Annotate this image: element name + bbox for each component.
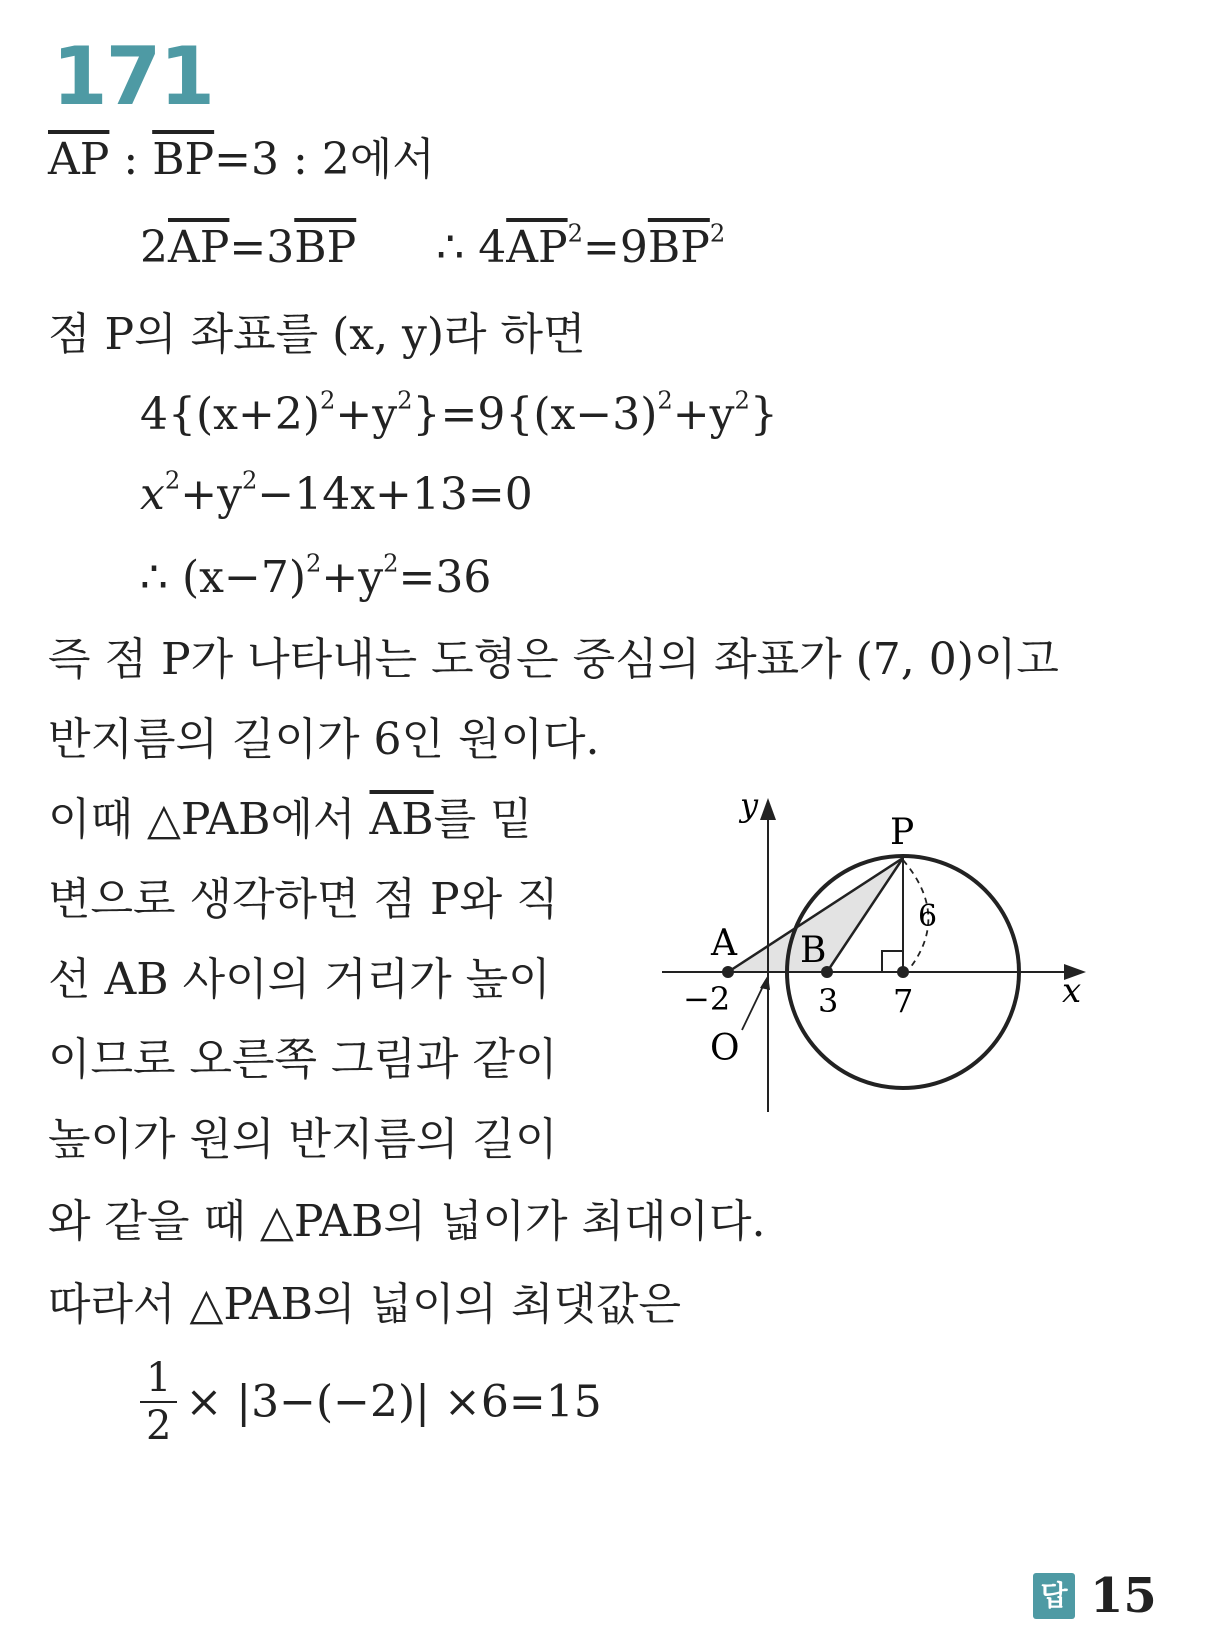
text: 를 밑 [433, 794, 533, 845]
radius-label: 6 [918, 899, 938, 934]
text-line: 변으로 생각하면 점 P와 직 [48, 874, 559, 925]
exponent: 2 [567, 219, 583, 248]
text-line: 높이가 원의 반지름의 길이 [48, 1114, 558, 1165]
point-center [897, 966, 909, 978]
segment-ab: $\overline{AB}$ [369, 794, 434, 845]
coordinate-setup: 점 P의 좌표를 (x, y)라 하면 [48, 309, 586, 360]
text-line: 이므로 오른쪽 그림과 같이 [48, 1034, 558, 1085]
text-line: 반지름의 길이가 6인 원이다. [48, 714, 600, 765]
term: −14x+13=0 [257, 469, 533, 520]
y-arrow [760, 798, 776, 820]
exponent: 2 [734, 386, 750, 415]
exponent: 2 [306, 549, 322, 578]
tick-label-a: −2 [683, 980, 731, 1018]
term: x [140, 469, 165, 520]
term: +y [180, 469, 242, 520]
term: =36 [398, 552, 492, 603]
text-line: 즉 점 P가 나타내는 도형은 중심의 좌표가 (7, 0)이고 [48, 634, 1059, 685]
term: } [749, 389, 778, 440]
colon: : [109, 134, 153, 185]
point-a [722, 966, 734, 978]
exponent: 2 [383, 549, 399, 578]
a-label: A [711, 923, 737, 964]
x-label: x [1062, 971, 1082, 1011]
term: +y [335, 389, 398, 440]
o-label: O [710, 1028, 740, 1069]
ratio-rest: =3 : 2에서 [214, 134, 435, 185]
equals: =9 [582, 222, 648, 273]
segment-ap: $\overline{AP}$ [168, 222, 230, 273]
segment-bp: $\overline{BP}$ [647, 222, 710, 273]
equals: =3 [229, 222, 295, 273]
term: 4{(x+2) [140, 389, 320, 440]
term: ∴ (x−7) [140, 552, 306, 603]
coef: 2 [140, 222, 168, 273]
exponent: 2 [709, 219, 726, 248]
term: +y [672, 389, 735, 440]
segment-ap: $\overline{AP}$ [506, 222, 568, 273]
text-line: 따라서 △PAB의 넓이의 최댓값은 [48, 1279, 682, 1330]
tick-label-c: 7 [893, 982, 914, 1020]
numerator: 1 [140, 1355, 177, 1403]
segment-bp: $\overline{BP}$ [294, 222, 357, 273]
exponent: 2 [397, 386, 413, 415]
exponent: 2 [657, 386, 673, 415]
term: +y [321, 552, 384, 603]
computation: × |3−(−2)| ×6=15 [185, 1376, 602, 1428]
text-line: 선 AB 사이의 거리가 높이 [48, 954, 551, 1005]
y-label: y [740, 786, 759, 824]
p-label: P [890, 812, 915, 853]
answer-badge: 답 [1033, 1573, 1075, 1619]
exponent: 2 [320, 386, 336, 415]
text-line: 와 같을 때 △PAB의 넓이가 최대이다. [48, 1196, 766, 1247]
therefore: ∴ 4 [436, 222, 507, 273]
answer-value: 15 [1090, 1568, 1157, 1624]
b-label: B [800, 930, 827, 971]
problem-number: 171 [52, 30, 213, 123]
denominator: 2 [146, 1403, 172, 1449]
tick-label-b: 3 [818, 982, 839, 1020]
exponent: 2 [164, 466, 181, 495]
segment-bp: $\overline{BP}$ [152, 134, 215, 185]
segment-ap: $\overline{AP}$ [48, 134, 110, 185]
term: }=9{(x−3) [412, 389, 658, 440]
text: 이때 △PAB에서 [48, 794, 370, 845]
exponent: 2 [241, 466, 258, 495]
